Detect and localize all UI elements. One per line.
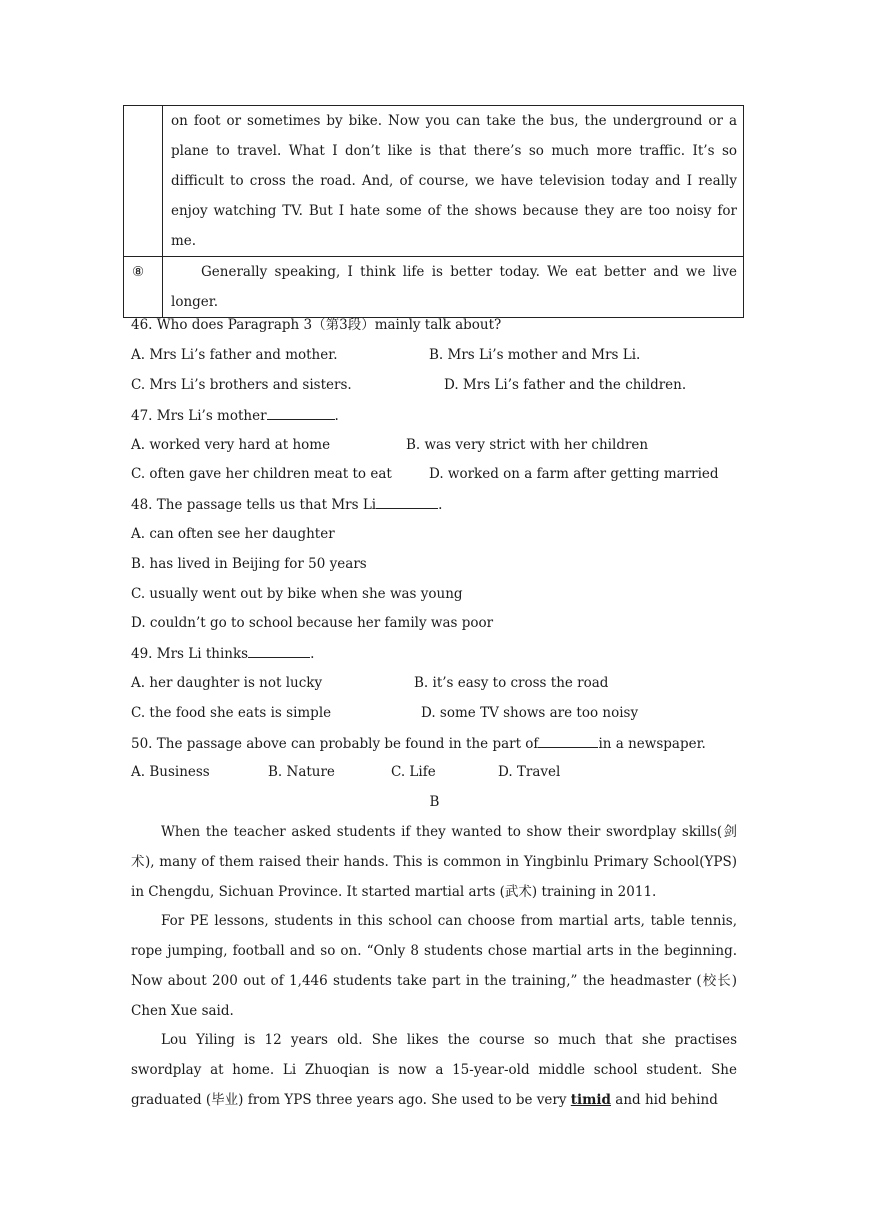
option-49c: C. the food she eats is simple xyxy=(131,705,332,721)
option-46a: A. Mrs Li’s father and mother. xyxy=(131,347,338,363)
paragraph-text: When the teacher asked students if they wanted to show their swordplay skills(剑术), many of them raised their hands. This is common in Yingbinlu Primary School(YPS) in Chengdu, Sichuan Province. It started martial arts (武术) training in 2011. xyxy=(131,824,737,900)
option-49a: A. her daughter is not lucky xyxy=(131,675,323,691)
question-48-stem: 48. The passage tells us that Mrs Li xyxy=(131,497,377,513)
option-47d: D. worked on a farm after getting married xyxy=(429,466,719,482)
option-50c: C. Life xyxy=(391,764,436,780)
question-50 xyxy=(131,733,706,754)
passage-table xyxy=(123,105,744,318)
paragraph-number: ⑧ xyxy=(132,264,145,280)
paragraph-text: Generally speaking, I think life is better today. We eat better and we live longer. xyxy=(163,257,744,318)
passage-row xyxy=(124,106,744,257)
question-47-end: . xyxy=(334,408,339,424)
question-47-stem: 47. Mrs Li’s mother xyxy=(131,408,267,424)
question-49-end: . xyxy=(310,646,315,662)
section-b-paragraph-2 xyxy=(131,906,737,1026)
question-48 xyxy=(131,494,442,515)
option-48c: C. usually went out by bike when she was young xyxy=(131,586,463,602)
paragraph-text-end: and hid behind xyxy=(611,1092,718,1108)
highlighted-word: timid xyxy=(570,1092,611,1108)
option-48b: B. has lived in Beijing for 50 years xyxy=(131,556,367,572)
option-49d: D. some TV shows are too noisy xyxy=(421,705,639,721)
paragraph-number-cell xyxy=(124,257,163,318)
option-46b: B. Mrs Li’s mother and Mrs Li. xyxy=(429,347,641,363)
option-47b: B. was very strict with her children xyxy=(406,437,649,453)
answer-blank xyxy=(248,643,310,658)
paragraph-number-cell xyxy=(124,106,163,257)
option-48a: A. can often see her daughter xyxy=(131,526,335,542)
question-50-stem: 50. The passage above can probably be found in the part of xyxy=(131,736,539,752)
question-49 xyxy=(131,643,314,664)
passage-row xyxy=(124,257,744,318)
option-50d: D. Travel xyxy=(498,764,561,780)
section-heading: B xyxy=(429,794,440,810)
option-49b: B. it’s easy to cross the road xyxy=(414,675,609,691)
option-46c: C. Mrs Li’s brothers and sisters. xyxy=(131,377,352,393)
option-46d: D. Mrs Li’s father and the children. xyxy=(444,377,687,393)
option-47a: A. worked very hard at home xyxy=(131,437,331,453)
question-46: 46. Who does Paragraph 3（第3段）mainly talk about? xyxy=(131,317,502,333)
paragraph-text: Lou Yiling is 12 years old. She likes the course so much that she practises swordplay at home. Li Zhuoqian is now a 15-year-old middle school student. She graduated (毕业) from YPS three years ago. She used to be very xyxy=(131,1032,737,1108)
answer-blank xyxy=(267,405,335,420)
question-48-end: . xyxy=(438,497,443,513)
question-49-stem: 49. Mrs Li thinks xyxy=(131,646,249,662)
option-47c: C. often gave her children meat to eat xyxy=(131,466,392,482)
option-48d: D. couldn’t go to school because her family was poor xyxy=(131,615,494,631)
question-47 xyxy=(131,405,339,426)
paragraph-text: For PE lessons, students in this school can choose from martial arts, table tennis, rope jumping, football and so on. “Only 8 students chose martial arts in the beginning. Now about 200 out of 1,446 students take part in the training,” the headmaster (校长) Chen Xue said. xyxy=(131,913,737,1019)
option-50a: A. Business xyxy=(131,764,210,780)
answer-blank xyxy=(376,494,438,509)
paragraph-text: on foot or sometimes by bike. Now you can take the bus, the underground or a plane to travel. What I don’t like is that there’s so much more traffic. It’s so difficult to cross the road. And, of course, we have television today and I really enjoy watching TV. But I hate some of the shows because they are too noisy for me. xyxy=(163,106,744,257)
answer-blank xyxy=(538,733,598,748)
section-b-paragraph-3 xyxy=(131,1025,737,1115)
section-b-paragraph-1 xyxy=(131,817,737,907)
question-50-end: in a newspaper. xyxy=(598,736,706,752)
option-50b: B. Nature xyxy=(268,764,335,780)
